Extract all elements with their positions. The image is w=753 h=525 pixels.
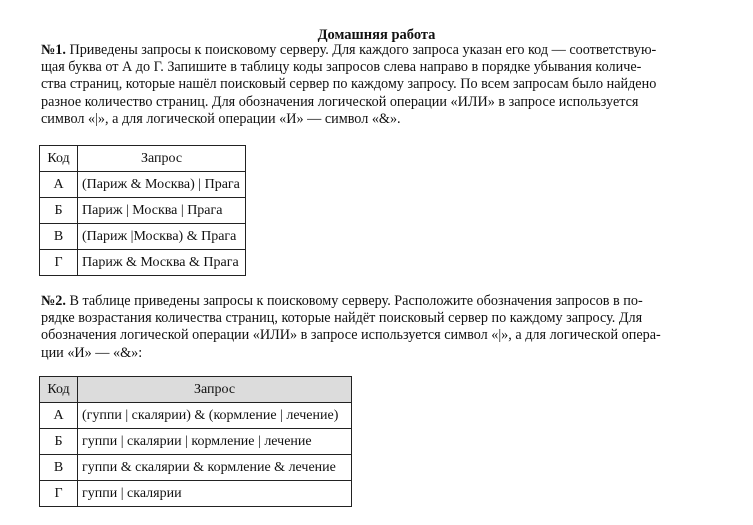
row-code: В <box>40 224 78 250</box>
row-code: В <box>40 455 78 481</box>
table-row <box>40 198 246 224</box>
task-1-line: разное количество страниц. Для обозначения логической операции «ИЛИ» в запросе используется <box>41 93 639 110</box>
row-query: гуппи | скалярии | кормление | лечение <box>78 429 352 455</box>
row-query: гуппи | скалярии <box>78 481 352 507</box>
header-code: Код <box>40 377 78 403</box>
row-query: (Париж |Москва) & Прага <box>78 224 246 250</box>
table-row <box>40 172 246 198</box>
row-query: (гуппи | скалярии) & (кормление | лечение) <box>78 403 352 429</box>
task-1-text <box>41 42 687 128</box>
task-1-line: символ «|», а для логической операции «И» — символ «&». <box>41 110 401 127</box>
task-1-line: щая буква от А до Г. Запишите в таблицу коды запросов слева направо в порядке убывания количе- <box>41 59 642 76</box>
header-code: Код <box>40 146 78 172</box>
row-code: А <box>40 403 78 429</box>
row-code: Б <box>40 429 78 455</box>
header-query: Запрос <box>78 146 246 172</box>
task-2-query-table <box>39 376 352 507</box>
task-2-line: обозначения логической операции «ИЛИ» в запросе используется символ «|», а для логической опера- <box>41 327 661 344</box>
table-row <box>40 481 352 507</box>
row-query: Париж & Москва & Прага <box>78 250 246 276</box>
header-query: Запрос <box>78 377 352 403</box>
table-row <box>40 403 352 429</box>
row-query: (Париж & Москва) | Прага <box>78 172 246 198</box>
row-code: Г <box>40 250 78 276</box>
table-header-row <box>40 146 246 172</box>
task-2-line: В таблице приведены запросы к поисковому серверу. Расположите обозначения запросов в по- <box>65 293 643 309</box>
task-1-label: №1. <box>41 42 66 58</box>
table-row <box>40 250 246 276</box>
row-query: гуппи & скалярии & кормление & лечение <box>78 455 352 481</box>
row-code: А <box>40 172 78 198</box>
task-2-text <box>41 293 687 362</box>
task-2-label: №2. <box>41 293 66 309</box>
table-row <box>40 224 246 250</box>
row-query: Париж | Москва | Прага <box>78 198 246 224</box>
task-2-line: ции «И» — «&»: <box>41 344 143 361</box>
task-2-line: рядке возрастания количества страниц, которые найдёт поисковый сервер по каждому запросу. Для <box>41 310 643 327</box>
row-code: Б <box>40 198 78 224</box>
table-row <box>40 429 352 455</box>
table-header-row <box>40 377 352 403</box>
task-1-line: Приведены запросы к поисковому серверу. Для каждого запроса указан его код — соответствую- <box>65 42 657 58</box>
task-1-query-table <box>39 145 246 276</box>
task-1-line: ства страниц, которые нашёл поисковый сервер по каждому запросу. По всем запросам было найдено <box>41 76 657 93</box>
table-row <box>40 455 352 481</box>
page-title: Домашняя работа <box>317 27 436 43</box>
row-code: Г <box>40 481 78 507</box>
